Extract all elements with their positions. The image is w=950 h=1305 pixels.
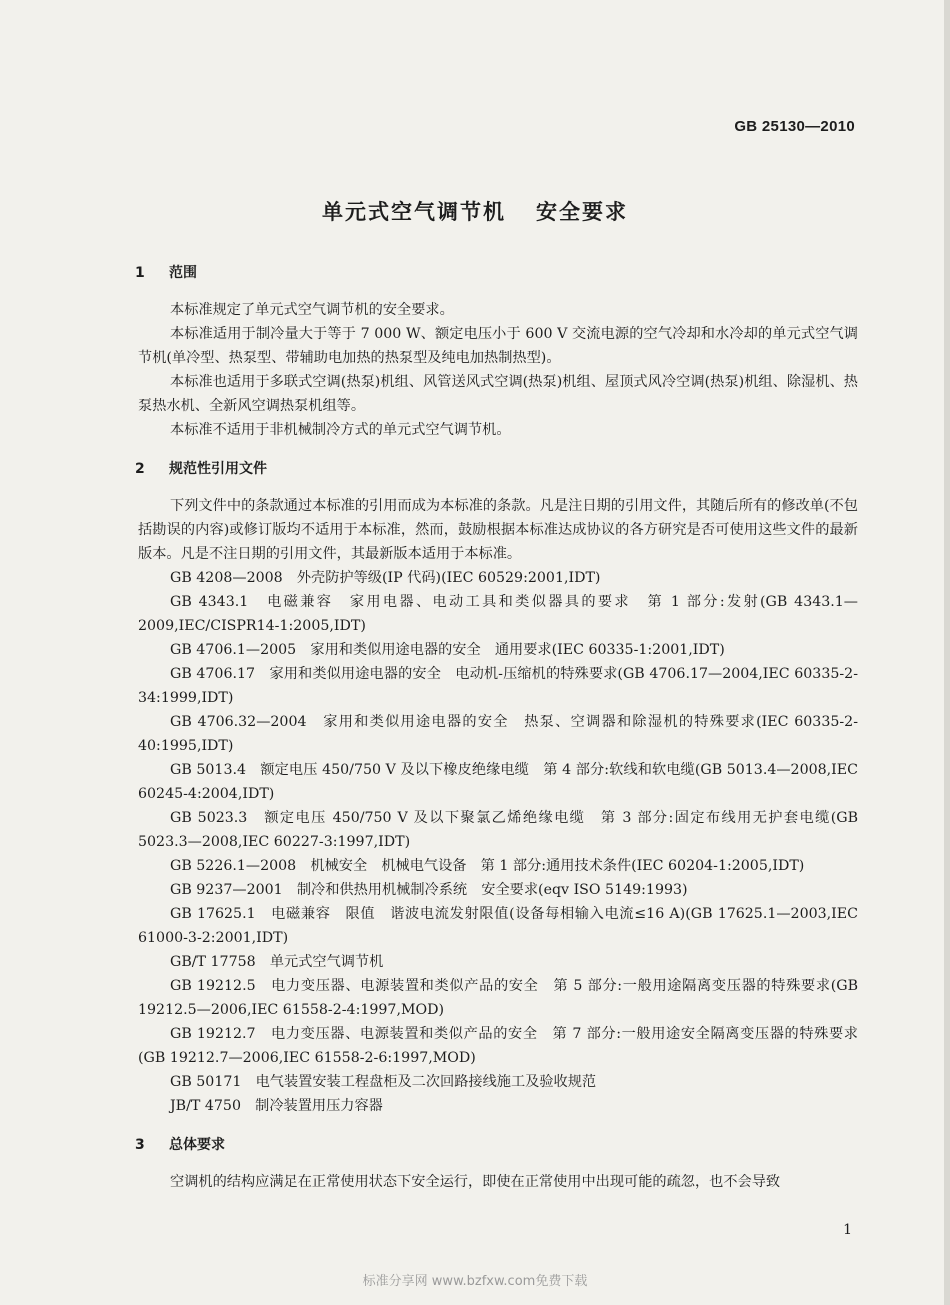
reference-item: GB 4706.32—2004 家用和类似用途电器的安全 热泵、空调器和除湿机的特殊要求(IEC 60335-2-40:1995,IDT) xyxy=(138,714,858,754)
standard-code: GB 25130—2010 xyxy=(734,118,855,135)
section-2-heading xyxy=(135,456,855,482)
reference-item: GB 5023.3 额定电压 450/750 V 及以下聚氯乙烯绝缘电缆 第 3 部分:固定布线用无护套电缆(GB 5023.3—2008,IEC 60227-3:1997,IDT) xyxy=(138,810,858,850)
reference-item: GB 4706.17 家用和类似用途电器的安全 电动机-压缩机的特殊要求(GB 4706.17—2004,IEC 60335-2-34:1999,IDT) xyxy=(138,666,858,706)
section-number: 1 xyxy=(135,265,145,281)
reference-item: GB 4208—2008 外壳防护等级(IP 代码)(IEC 60529:2001,IDT) xyxy=(170,570,601,586)
reference-item: GB 4343.1 电磁兼容 家用电器、电动工具和类似器具的要求 第 1 部分:发射(GB 4343.1—2009,IEC/CISPR14-1:2005,IDT) xyxy=(138,594,858,634)
reference-item: GB 50171 电气装置安装工程盘柜及二次回路接线施工及验收规范 xyxy=(170,1074,597,1090)
title-part-2: 安全要求 xyxy=(536,200,628,224)
reference-item: JB/T 4750 制冷装置用压力容器 xyxy=(170,1098,383,1114)
paragraph: 本标准不适用于非机械制冷方式的单元式空气调节机。 xyxy=(170,422,511,438)
paragraph: 本标准适用于制冷量大于等于 7 000 W、额定电压小于 600 V 交流电源的空气冷却和水冷却的单元式空气调节机(单冷型、热泵型、带辅助电加热的热泵型及纯电加热制热型)。 xyxy=(138,326,858,366)
section-1-heading xyxy=(135,260,855,286)
page-number: 1 xyxy=(843,1222,852,1238)
reference-item: GB 19212.7 电力变压器、电源装置和类似产品的安全 第 7 部分:一般用途安全隔离变压器的特殊要求(GB 19212.7—2006,IEC 61558-2-6:1997,MOD) xyxy=(138,1026,858,1066)
section-number: 3 xyxy=(135,1137,145,1153)
title-part-1: 单元式空气调节机 xyxy=(322,200,506,224)
section-number: 2 xyxy=(135,461,145,477)
section-3-heading xyxy=(135,1132,855,1158)
paragraph: 本标准也适用于多联式空调(热泵)机组、风管送风式空调(热泵)机组、屋顶式风冷空调(热泵)机组、除湿机、热泵热水机、全新风空调热泵机组等。 xyxy=(138,374,858,414)
reference-item: GB 5013.4 额定电压 450/750 V 及以下橡皮绝缘电缆 第 4 部分:软线和软电缆(GB 5013.4—2008,IEC 60245-4:2004,IDT) xyxy=(138,762,858,802)
reference-item: GB 9237—2001 制冷和供热用机械制冷系统 安全要求(eqv ISO 5149:1993) xyxy=(170,882,688,898)
section-title: 规范性引用文件 xyxy=(169,461,267,477)
document-title xyxy=(0,196,950,226)
section-title: 总体要求 xyxy=(169,1137,225,1153)
footer-watermark: 标准分享网 www.bzfxw.com免费下载 xyxy=(362,1274,588,1289)
document-body xyxy=(135,260,858,1194)
section-title: 范围 xyxy=(169,265,197,281)
reference-item: GB 17625.1 电磁兼容 限值 谐波电流发射限值(设备每相输入电流≤16 A)(GB 17625.1—2003,IEC 61000-3-2:2001,IDT) xyxy=(138,906,858,946)
reference-item: GB 5226.1—2008 机械安全 机械电气设备 第 1 部分:通用技术条件(IEC 60204-1:2005,IDT) xyxy=(170,858,805,874)
paragraph: 本标准规定了单元式空气调节机的安全要求。 xyxy=(170,302,454,318)
reference-item: GB/T 17758 单元式空气调节机 xyxy=(170,954,384,970)
reference-item: GB 19212.5 电力变压器、电源装置和类似产品的安全 第 5 部分:一般用途隔离变压器的特殊要求(GB 19212.5—2006,IEC 61558-2-4:1997,MOD) xyxy=(138,978,858,1018)
reference-item: GB 4706.1—2005 家用和类似用途电器的安全 通用要求(IEC 60335-1:2001,IDT) xyxy=(170,642,725,658)
paragraph: 空调机的结构应满足在正常使用状态下安全运行，即使在正常使用中出现可能的疏忽，也不会导致 xyxy=(170,1174,781,1190)
paragraph: 下列文件中的条款通过本标准的引用而成为本标准的条款。凡是注日期的引用文件，其随后所有的修改单(不包括勘误的内容)或修订版均不适用于本标准，然而，鼓励根据本标准达成协议的各方研究是否可使用这些文件的最新版本。凡是不注日期的引用文件，其最新版本适用于本标准。 xyxy=(138,498,858,562)
